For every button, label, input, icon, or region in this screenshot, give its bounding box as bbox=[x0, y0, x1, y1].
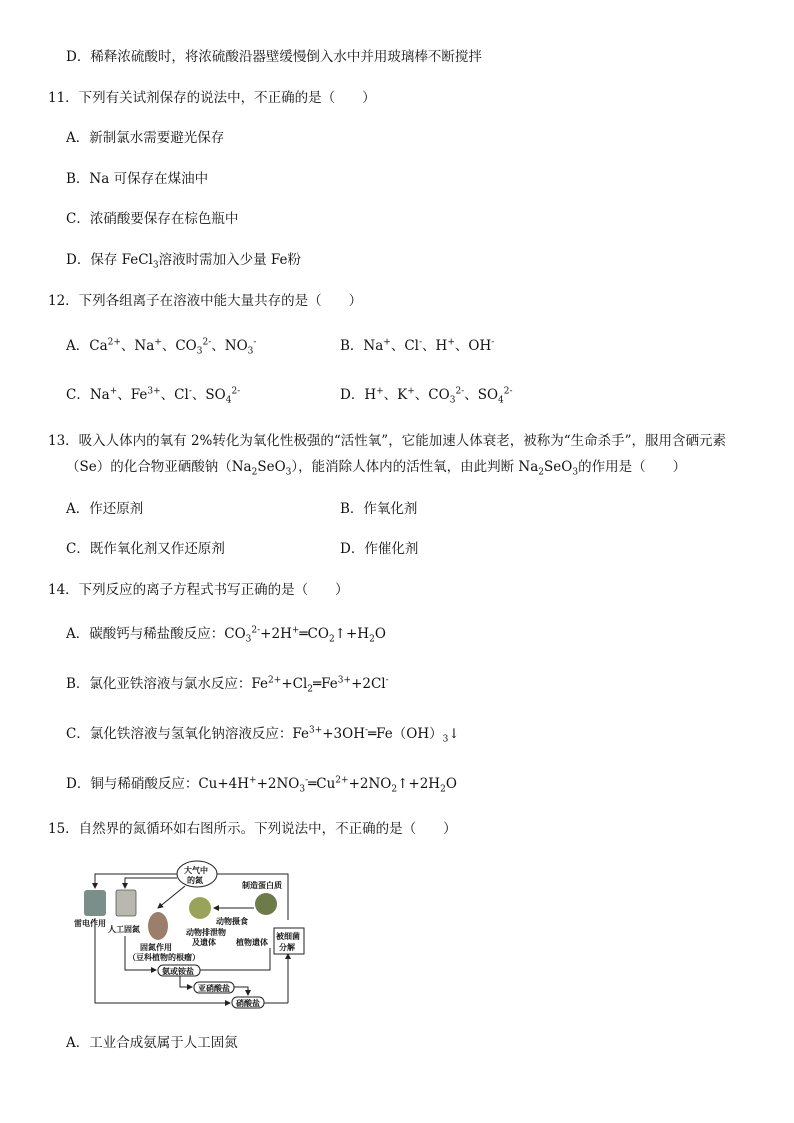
q14-stem: 14．下列反应的离子方程式书写正确的是（ ） bbox=[48, 582, 349, 598]
q14-option-c: C．氯化铁溶液与氢氧化钠溶液反应：$Fe^{3+}+3OH^-═Fe(OH)_3↓$ bbox=[66, 725, 460, 745]
q14-option-a: A．碳酸钙与稀盐酸反应：$CO_3^{2-}+2H^+═CO_2↑+H_2O$ bbox=[66, 625, 386, 645]
artificial-fixation-label: 人工固氮 bbox=[108, 925, 140, 934]
lightning-label: 雷电作用 bbox=[74, 919, 106, 928]
plant-image bbox=[255, 893, 277, 915]
air-n2-label-2: 的氮 bbox=[187, 876, 203, 885]
q12-option-d: D．H+、K+、$CO_3^{2-}$、$SO_4^{2-}$ bbox=[340, 386, 513, 406]
bacteria-label-1: 被细菌 bbox=[276, 932, 300, 941]
q13-option-c: C．既作氧化剂又作还原剂 bbox=[66, 541, 225, 557]
q11-stem: 11．下列有关试剂保存的说法中，不正确的是（ ） bbox=[48, 90, 376, 106]
bacteria-label-2: 分解 bbox=[279, 943, 295, 952]
excreta-label-2: 及遗体 bbox=[192, 938, 216, 947]
q13-option-a: A．作还原剂 bbox=[66, 501, 144, 517]
q13-stem-line2: （Se）的化合物亚硒酸钠$(Na_2SeO_3)$，能消除人体内的活性氧，由此判断 $Na_2SeO_3$的作用是（ ） bbox=[66, 459, 687, 478]
q10-option-d: D．稀释浓硫酸时，将浓硫酸沿器壁缓慢倒入水中并用玻璃棒不断搅拌 bbox=[66, 49, 482, 65]
plant-remains-label: 植物遗体 bbox=[236, 938, 268, 947]
q12-option-a: A．$Ca^{2+}$、Na+、$CO_3^{2-}$、$NO_3^-$ bbox=[66, 337, 257, 357]
q11-option-d: D．保存 FeCl$_3$溶液时需加入少量 Fe粉 bbox=[66, 252, 302, 271]
q15-stem: 15．自然界的氮循环如右图所示。下列说法中，不正确的是（ ） bbox=[48, 821, 457, 837]
root-nodule-image bbox=[148, 912, 168, 940]
bio-fixation-label: 固氮作用 bbox=[140, 943, 172, 952]
q13-stem-line1: 13．吸入人体内的氧有 2%转化为氧化性极强的“活性氧”，它能加速人体衰老，被称为“生命杀手”，服用含硒元素 bbox=[48, 433, 726, 449]
q11-option-a: A．新制氯水需要避光保存 bbox=[66, 130, 225, 146]
q12-option-b: B．Na+、Cl-、H+、OH- bbox=[340, 337, 495, 354]
q14-option-b: B．氯化亚铁溶液与氯水反应：$Fe^{2+}+Cl_2═Fe^{3+}+2Cl^-$ bbox=[66, 675, 389, 695]
factory-image bbox=[116, 890, 136, 916]
nitrate-label: 硝酸盐 bbox=[236, 999, 260, 1008]
q14-option-d: D．铜与稀硝酸反应：$Cu+4H^++2NO_3^-═Cu^{2+}+2NO_2↑+2H_2O$ bbox=[66, 775, 457, 795]
excreta-label-1: 动物排泄物 bbox=[186, 928, 226, 937]
nitrite-label: 亚硝酸盐 bbox=[198, 984, 230, 993]
ammonium-label: 氨或铵盐 bbox=[162, 967, 194, 976]
q15-option-a: A．工业合成氨属于人工固氮 bbox=[66, 1035, 238, 1051]
air-n2-label-1: 大气中 bbox=[184, 866, 208, 875]
q11-option-b: B．Na 可保存在煤油中 bbox=[66, 171, 209, 187]
protein-label: 制造蛋白质 bbox=[242, 881, 282, 890]
q12-stem: 12．下列各组离子在溶液中能大量共存的是（ ） bbox=[48, 293, 363, 309]
q12-option-c: C．Na+、$Fe^{3+}$、Cl-、$SO_4^{2-}$ bbox=[66, 386, 241, 406]
lightning-image bbox=[84, 890, 106, 916]
q11-option-c: C．浓硝酸要保存在棕色瓶中 bbox=[66, 211, 239, 227]
q13-option-b: B．作氧化剂 bbox=[340, 501, 418, 517]
q13-option-d: D．作催化剂 bbox=[340, 541, 419, 557]
legume-label: （豆科植物的根瘤） bbox=[128, 953, 200, 962]
animal-feed-label: 动物摄食 bbox=[216, 917, 248, 926]
nitrogen-cycle-diagram bbox=[70, 858, 310, 1014]
animal-image bbox=[189, 897, 211, 919]
